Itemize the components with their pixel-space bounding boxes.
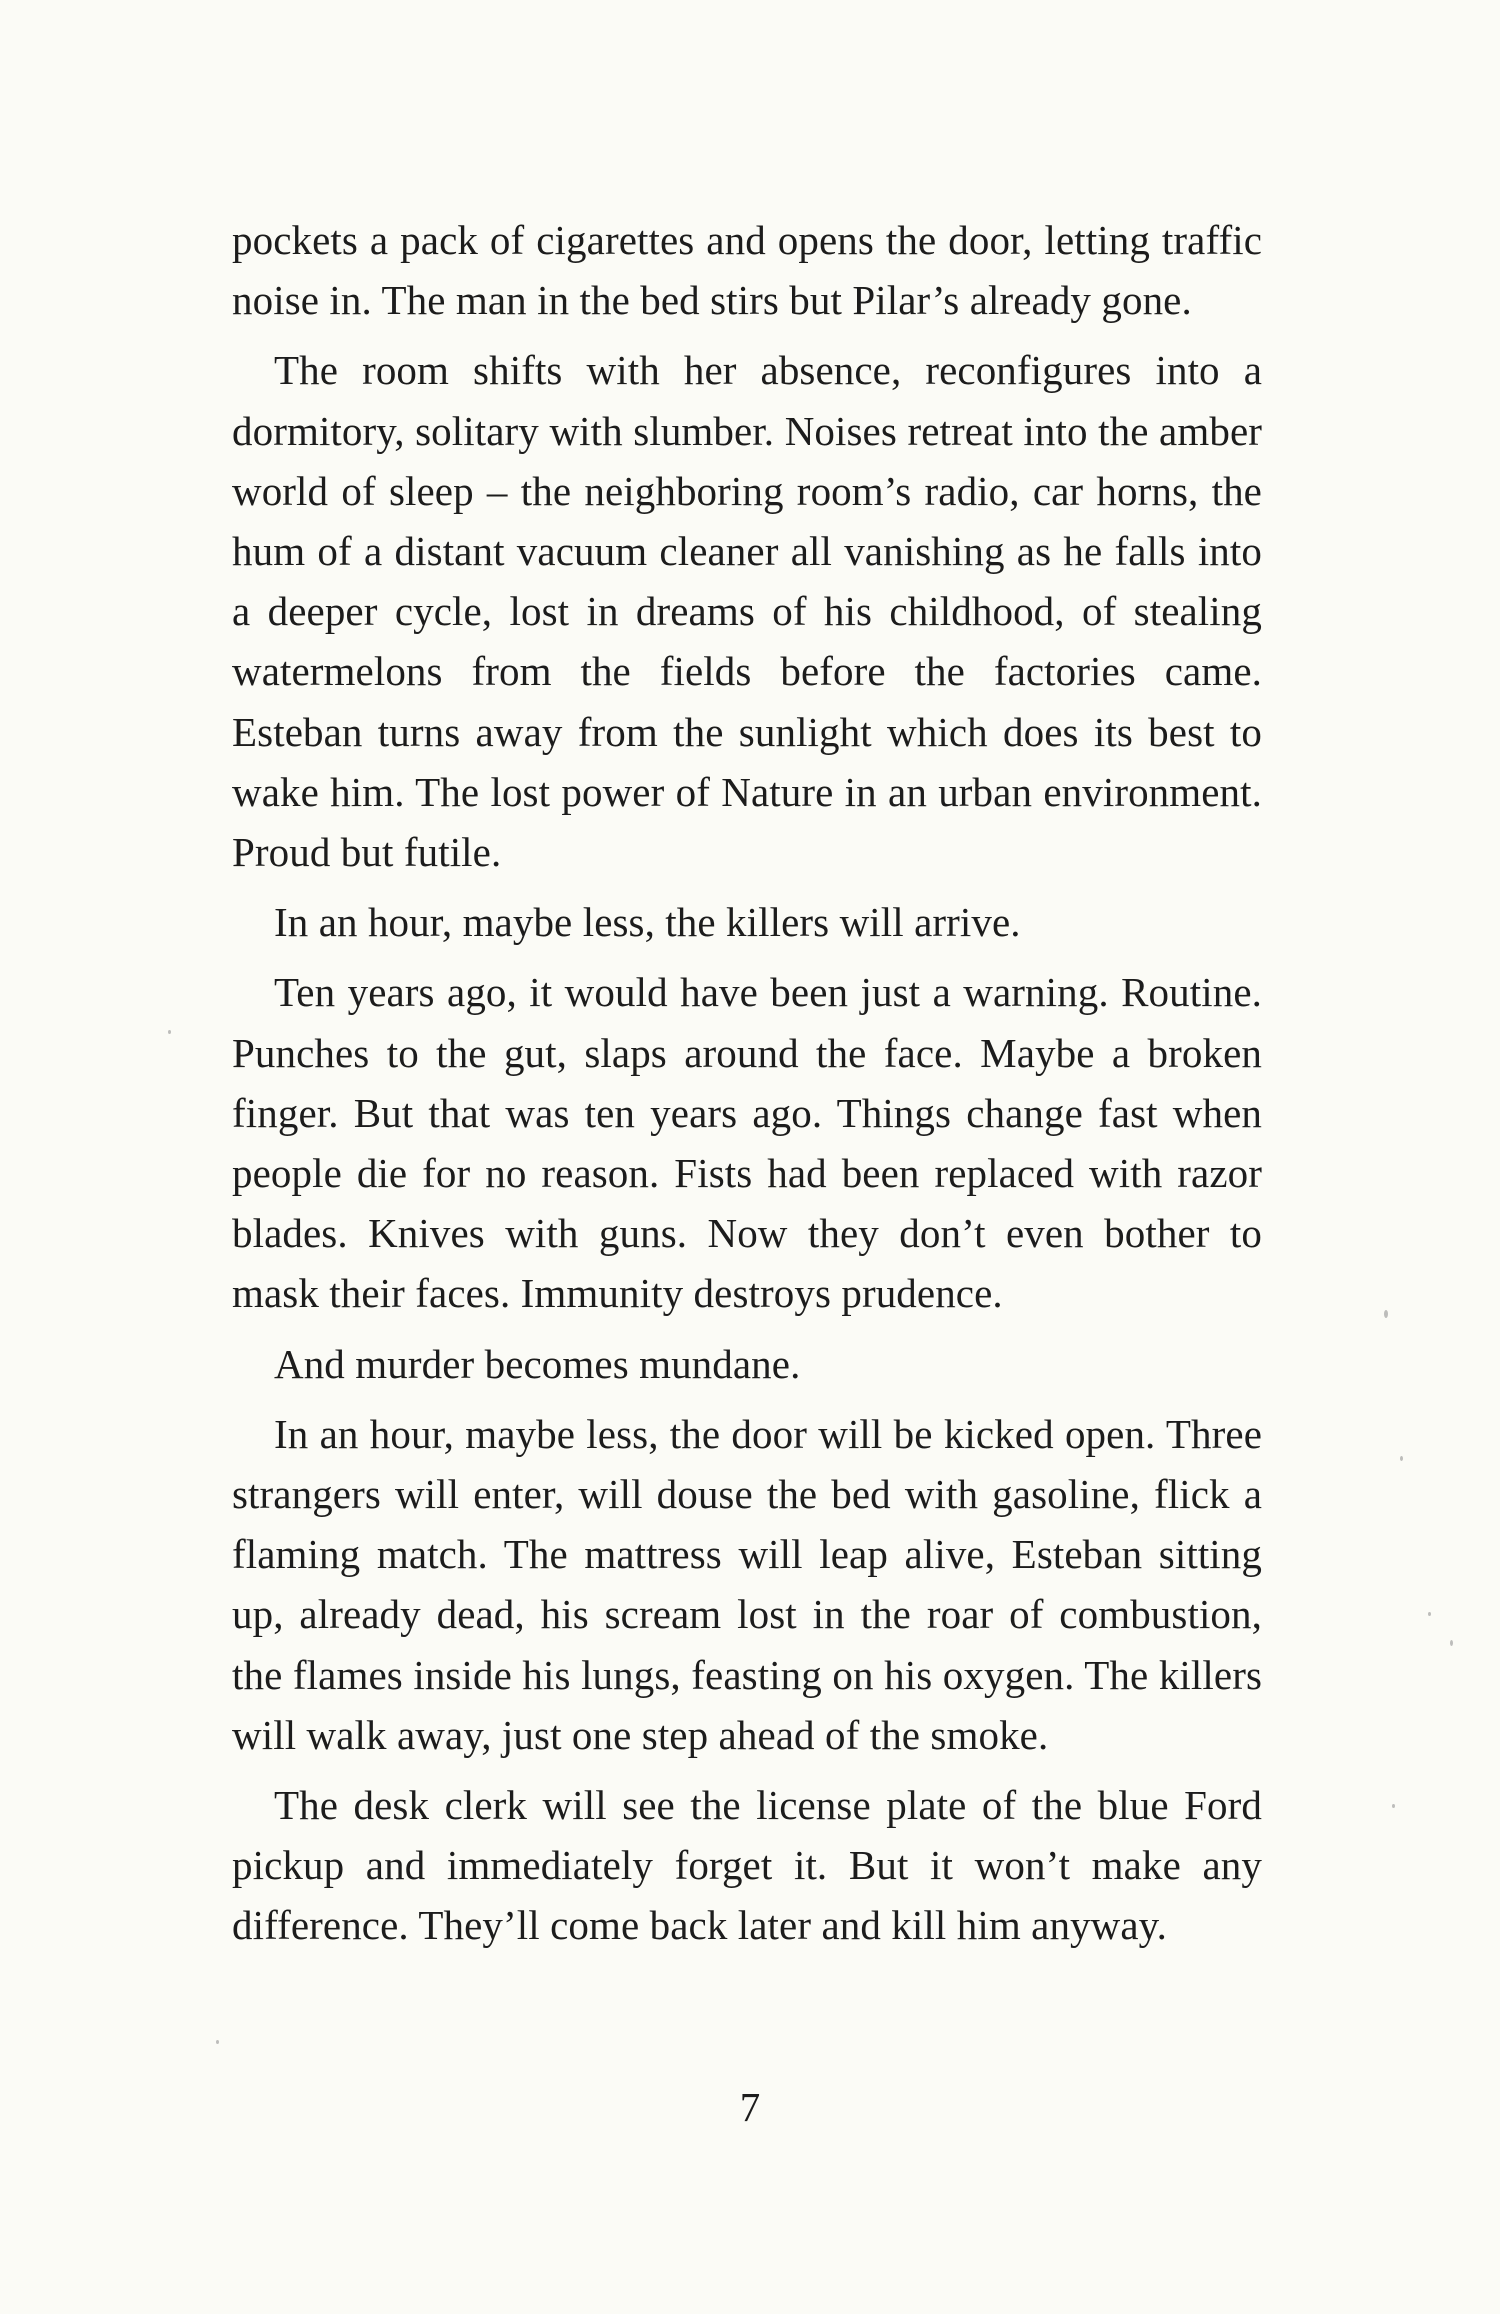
page-number: 7: [739, 2084, 761, 2130]
scan-speck: [1392, 1804, 1395, 1808]
body-text: [232, 210, 1262, 1966]
scan-speck: [168, 1030, 171, 1034]
paragraph-6: In an hour, maybe less, the door will be kicked open. Three strangers will enter, will douse the bed with gasoline, flick a flaming match. The mattress will leap alive, Esteban sitting up, already dead, his scream lost in the roar of combustion, the flames inside his lungs, feasting on his oxygen. The killers will walk away, just one step ahead of the smoke.: [232, 1410, 1262, 1758]
paragraph-1: pockets a pack of cigarettes and opens the door, letting traffic noise in. The man in the bed stirs but Pilar’s already gone.: [232, 217, 1262, 324]
scan-speck: [216, 2040, 219, 2044]
paragraph-4: Ten years ago, it would have been just a warning. Routine. Punches to the gut, slaps around the face. Maybe a broken finger. But that was ten years ago. Things change fast when people die for no reason. Fists had been replaced with razor blades. Knives with guns. Now they don’t even bother to mask their faces. Immunity destroys prudence.: [232, 969, 1262, 1317]
scan-speck: [1384, 1310, 1388, 1318]
paragraph-3: In an hour, maybe less, the killers will arrive.: [274, 899, 1021, 946]
scan-speck: [1428, 1612, 1431, 1616]
scan-speck: [1400, 1456, 1403, 1461]
scan-speck: [1450, 1640, 1453, 1646]
paragraph-2: The room shifts with her absence, reconfigures into a dormitory, solitary with slumber. Noises retreat into the amber world of sleep – the neighboring room’s radio, car horns, the hum of a distant vacuum cleaner all vanishing as he falls into a deeper cycle, lost in dreams of his childhood, of stealing watermelons from the fields before the factories came. Esteban turns away from the sunlight which does its best to wake him. The lost power of Nature in an urban environment. Proud but futile.: [232, 347, 1262, 876]
paragraph-7: The desk clerk will see the license plate of the blue Ford pickup and immediately forget it. But it won’t make any difference. They’ll come back later and kill him anyway.: [232, 1782, 1262, 1949]
paragraph-5: And murder becomes mundane.: [274, 1340, 801, 1387]
